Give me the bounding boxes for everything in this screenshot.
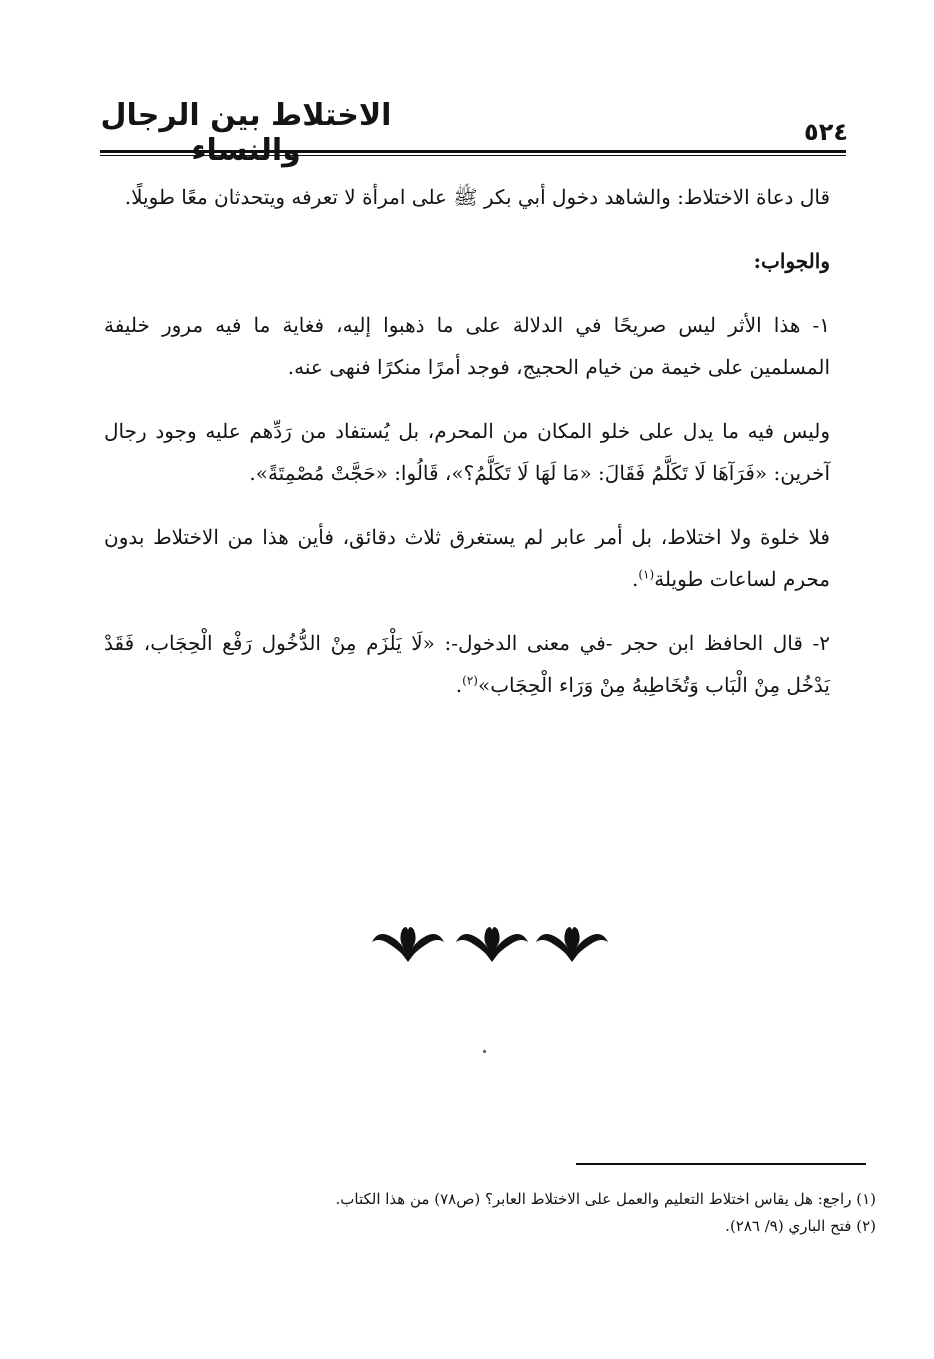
header-rule-thin [100,155,846,156]
footnotes [190,1186,876,1240]
paragraph-conclusion [104,516,830,600]
paragraph-conclusion-text: فلا خلوة ولا اختلاط، بل أمر عابر لم يستغرق ثلاث دقائق، فأين هذا من الاختلاط بدون محرم لساعات طويلة [104,525,830,591]
footnote-marker-2: (٢) [462,673,478,688]
header-rule [100,150,846,153]
paragraph-claim: قال دعاة الاختلاط: والشاهد دخول أبي بكر ﷺ على امرأة لا تعرفه ويتحدثان معًا طويلًا. [124,185,830,209]
footnote-separator [576,1163,866,1165]
print-speck [483,1050,486,1053]
answer-heading: والجواب: [753,249,830,273]
paragraph-point-1: ١- هذا الأثر ليس صريحًا في الدلالة على ما ذهبوا إليه، فغاية ما فيه مرور خليفة المسلمين على خيمة من خيام الحجيج، فوجد أمرًا منكرًا فنهى عنه. [104,313,830,379]
footnote-2: (٢) فتح الباري (٩/ ٢٨٦). [725,1217,876,1235]
main-text [104,176,830,728]
paragraph-point-2-text: ٢- قال الحافظ ابن حجر -في معنى الدخول-: «لَا يَلْزَم مِنْ الدُّخُول رَفْع الْحِجَاب، فَقَدْ يَدْخُل مِنْ الْبَاب وَتُخَاطِبهُ مِنْ وَرَاء الْحِجَاب» [104,631,830,697]
paragraph-point-2 [104,622,830,706]
page-number: ٥٢٤ [804,118,848,146]
ornament-motif-2 [456,927,528,962]
sentence-period: . [455,673,463,697]
ornament-motif-3 [536,927,608,962]
paragraph-evidence: وليس فيه ما يدل على خلو المكان من المحرم، بل يُستفاد من رَدِّهم عليه وجود رجال آخرين: «فَرَآهَا لَا تَكَلَّمُ فَقَالَ: «مَا لَهَا لَا تَكَلَّمُ؟»، قَالُوا: «حَجَّتْ مُصْمِتَةً». [104,419,830,485]
running-header-title: الاختلاط بين الرجال [100,98,392,133]
sentence-period: . [632,567,639,591]
footnote-marker-1: (١) [638,567,655,582]
footnote-1: (١) راجع: هل يقاس اختلاط التعليم والعمل على الاختلاط العابر؟ (ص٧٨) من هذا الكتاب. [335,1190,876,1208]
ornament-motif-1 [372,927,444,962]
decorative-ornament [368,916,612,966]
